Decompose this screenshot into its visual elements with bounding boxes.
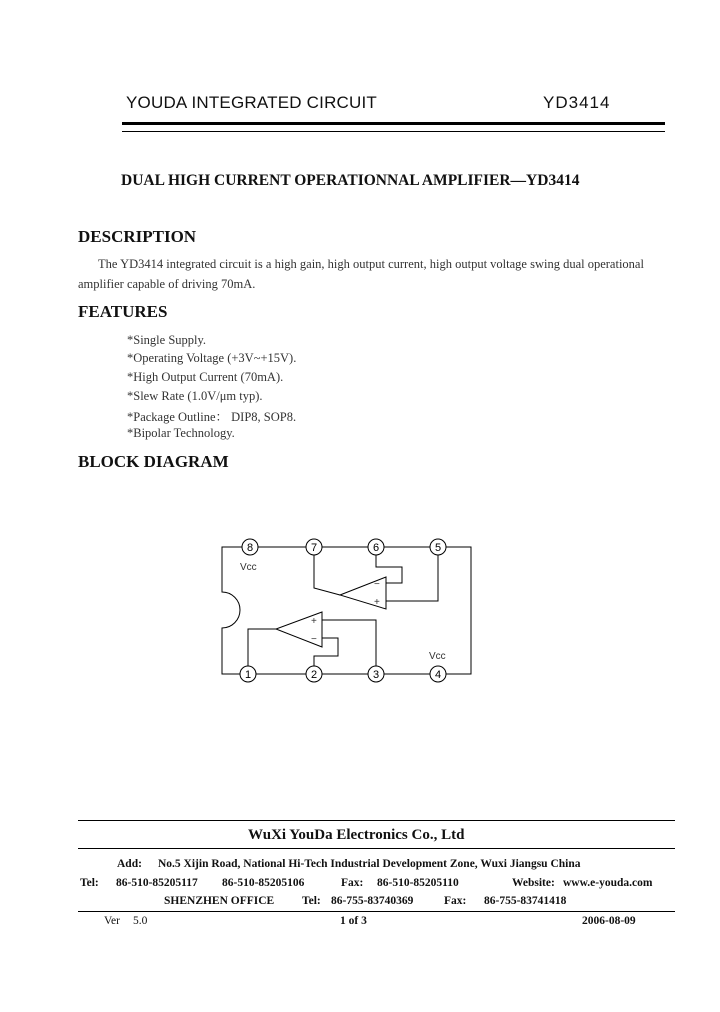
footer-date: 2006-08-09 [582, 915, 636, 927]
pin-label-5: 5 [434, 542, 442, 554]
pin-label-2: 2 [310, 669, 318, 681]
footer-company: WuXi YouDa Electronics Co., Ltd [248, 827, 465, 843]
feature-item: *Slew Rate (1.0V/μm typ). [127, 389, 263, 403]
pin-label-8: 8 [246, 542, 254, 554]
pin-label-1: 1 [244, 669, 252, 681]
opamp-bottom-minus: − [311, 634, 317, 645]
opamp-top-plus: + [374, 597, 380, 608]
footer-sz-fax: 86-755-83741418 [484, 895, 567, 907]
features-heading: FEATURES [78, 302, 168, 321]
pin-label-4: 4 [434, 669, 442, 681]
footer-version: 5.0 [133, 915, 148, 927]
footer-tel-label: Tel: [80, 877, 99, 889]
footer-tel-1: 86-510-85205117 [116, 877, 198, 889]
description-heading: DESCRIPTION [78, 227, 197, 246]
footer-address: No.5 Xijin Road, National Hi-Tech Industrial Development Zone, Wuxi Jiangsu China [158, 858, 581, 870]
footer-website[interactable]: www.e-youda.com [563, 877, 653, 889]
feature-item: *High Output Current (70mA). [127, 370, 284, 384]
footer-sz-fax-label: Fax: [444, 895, 467, 907]
footer-rule-mid [78, 848, 675, 849]
footer-tel-2: 86-510-85205106 [222, 877, 305, 889]
feature-item: *Package Outline： DIP8, SOP8. [127, 410, 297, 424]
feature-item: *Single Supply. [127, 333, 207, 347]
pin-label-3: 3 [372, 669, 380, 681]
description-line-1: The YD3414 integrated circuit is a high gain, high output current, high output voltage swing dual operational [98, 257, 644, 271]
opamp-bottom-plus: + [311, 616, 317, 627]
pin-label-6: 6 [372, 542, 380, 554]
header-company: YOUDA INTEGRATED CIRCUIT [126, 93, 378, 112]
footer-page: 1 of 3 [340, 915, 367, 927]
footer-sz-tel-label: Tel: [302, 895, 321, 907]
opamp-top-minus: − [374, 579, 380, 590]
block-diagram-heading: BLOCK DIAGRAM [78, 452, 229, 471]
footer-fax: 86-510-85205110 [377, 877, 459, 889]
wire-pin3-plus [322, 620, 376, 674]
wire-pin5-plus [386, 547, 438, 601]
vcc-label-bottom: Vcc [429, 651, 446, 662]
feature-item: *Bipolar Technology. [127, 426, 235, 440]
pin-label-7: 7 [310, 542, 318, 554]
footer-rule-top [78, 820, 675, 821]
footer-office: SHENZHEN OFFICE [164, 895, 275, 907]
vcc-label-top: Vcc [240, 562, 257, 573]
footer-version-label: Ver [104, 915, 120, 927]
footer-sz-tel: 86-755-83740369 [331, 895, 414, 907]
document-title: DUAL HIGH CURRENT OPERATIONNAL AMPLIFIER—YD3414 [121, 172, 580, 189]
feature-item: *Operating Voltage (+3V~+15V). [127, 351, 297, 365]
footer-fax-label: Fax: [341, 877, 364, 889]
description-line-2: amplifier capable of driving 70mA. [78, 277, 256, 291]
footer-address-label: Add: [117, 858, 142, 870]
header-part-number: YD3414 [543, 93, 611, 112]
footer-rule-bottom [78, 911, 675, 912]
footer-website-label: Website: [512, 877, 555, 889]
